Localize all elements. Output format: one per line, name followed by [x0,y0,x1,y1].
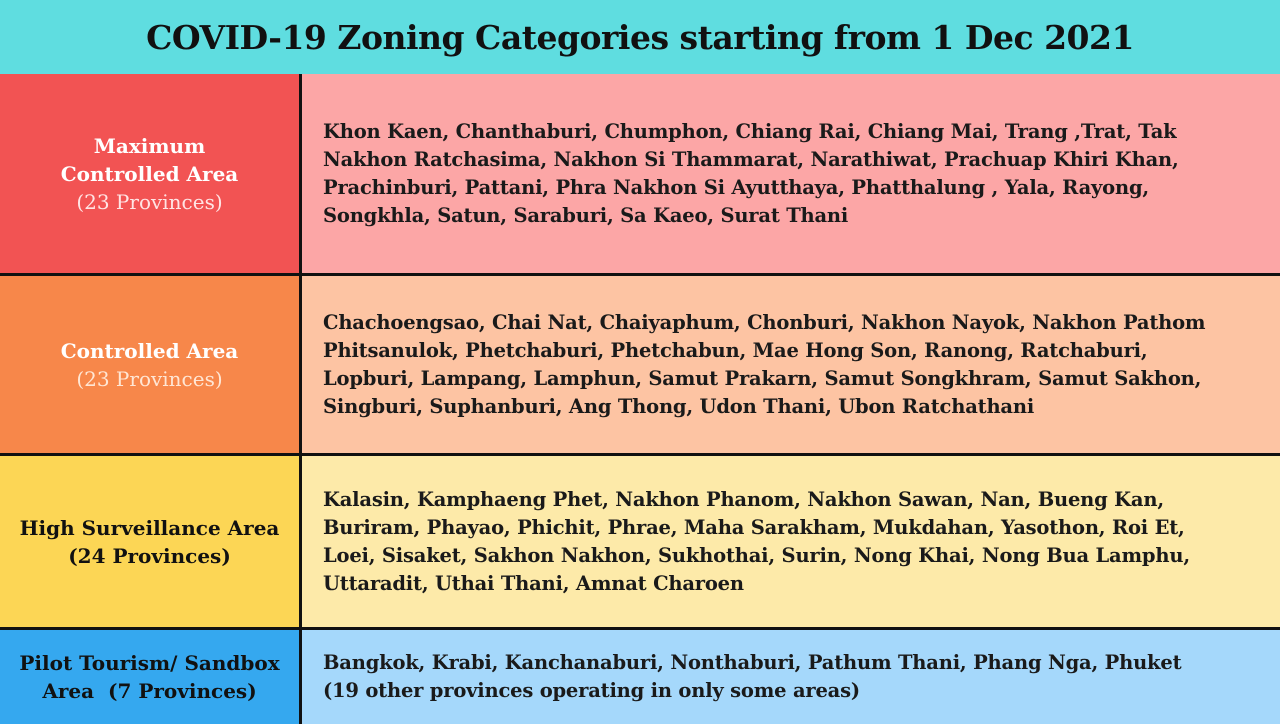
zone-name: Controlled Area [60,338,239,363]
zone-province-list-cell [302,74,1280,274]
zone-province-count: (24 Provinces) [68,543,231,568]
zone-category-cell [0,456,299,627]
zone-name: Controlled Area [60,162,239,186]
province-list: Chachoengsao, Chai Nat, Chaiyaphum, Chonburi, Nakhon Nayok, Nakhon Pathom Phitsanulok, Phetchaburi, Phetchabun, Mae Hong Son, Ranong, Ratchaburi, Lopburi, Lampang, Lamphun, Samut Prakarn, Samut Songkhram, Samut Sakhon, Singburi, Suphanburi, Ang Thong, Udon Thani, Ubon Ratchathani [323,310,1206,418]
zone-category-cell [0,630,299,724]
province-list: Kalasin, Kamphaeng Phet, Nakhon Phanom, Nakhon Sawan, Nan, Bueng Kan, Buriram, Phayao, Phichit, Phrae, Maha Sarakham, Mukdahan, Yasothon, Roi Et, Loei, Sisaket, Sakhon Nakhon, Sukhothai, Surin, Nong Khai, Nong Bua Lamphu, Uttaradit, Uthai Thani, Amnat Charoen [323,487,1190,595]
zone-province-list-cell [302,630,1280,724]
zone-row-maximum-controlled [0,74,1280,274]
zone-province-count: (23 Provinces) [76,190,223,214]
zone-name: Pilot Tourism/ Sandbox [19,651,280,675]
zone-name: High Surveillance Area [19,515,280,540]
zone-row-pilot-tourism-sandbox [0,630,1280,724]
zone-row-controlled [0,276,1280,453]
zone-province-list-cell [302,276,1280,453]
zone-province-list-cell [302,456,1280,627]
title-bar [0,0,1280,74]
zone-row-high-surveillance [0,456,1280,627]
province-list: Bangkok, Krabi, Kanchanaburi, Nonthaburi, Pathum Thani, Phang Nga, Phuket (19 other provinces operating in only some areas) [323,651,1182,702]
zone-name: Maximum [93,134,206,158]
zone-name: Area (7 Provinces) [42,679,257,703]
zone-province-count: (23 Provinces) [76,366,223,391]
page-title: COVID-19 Zoning Categories starting from 1 Dec 2021 [146,17,1134,57]
zone-category-cell [0,276,299,453]
zone-category-cell [0,74,299,274]
province-list: Khon Kaen, Chanthaburi, Chumphon, Chiang Rai, Chiang Mai, Trang ,Trat, Tak Nakhon Ratchasima, Nakhon Si Thammarat, Narathiwat, Prachuap Khiri Khan, Prachinburi, Pattani, Phra Nakhon Si Ayutthaya, Phatthalung , Yala, Rayong, Songkhla, Satun, Saraburi, Sa Kaeo, Surat Thani [323,120,1179,227]
